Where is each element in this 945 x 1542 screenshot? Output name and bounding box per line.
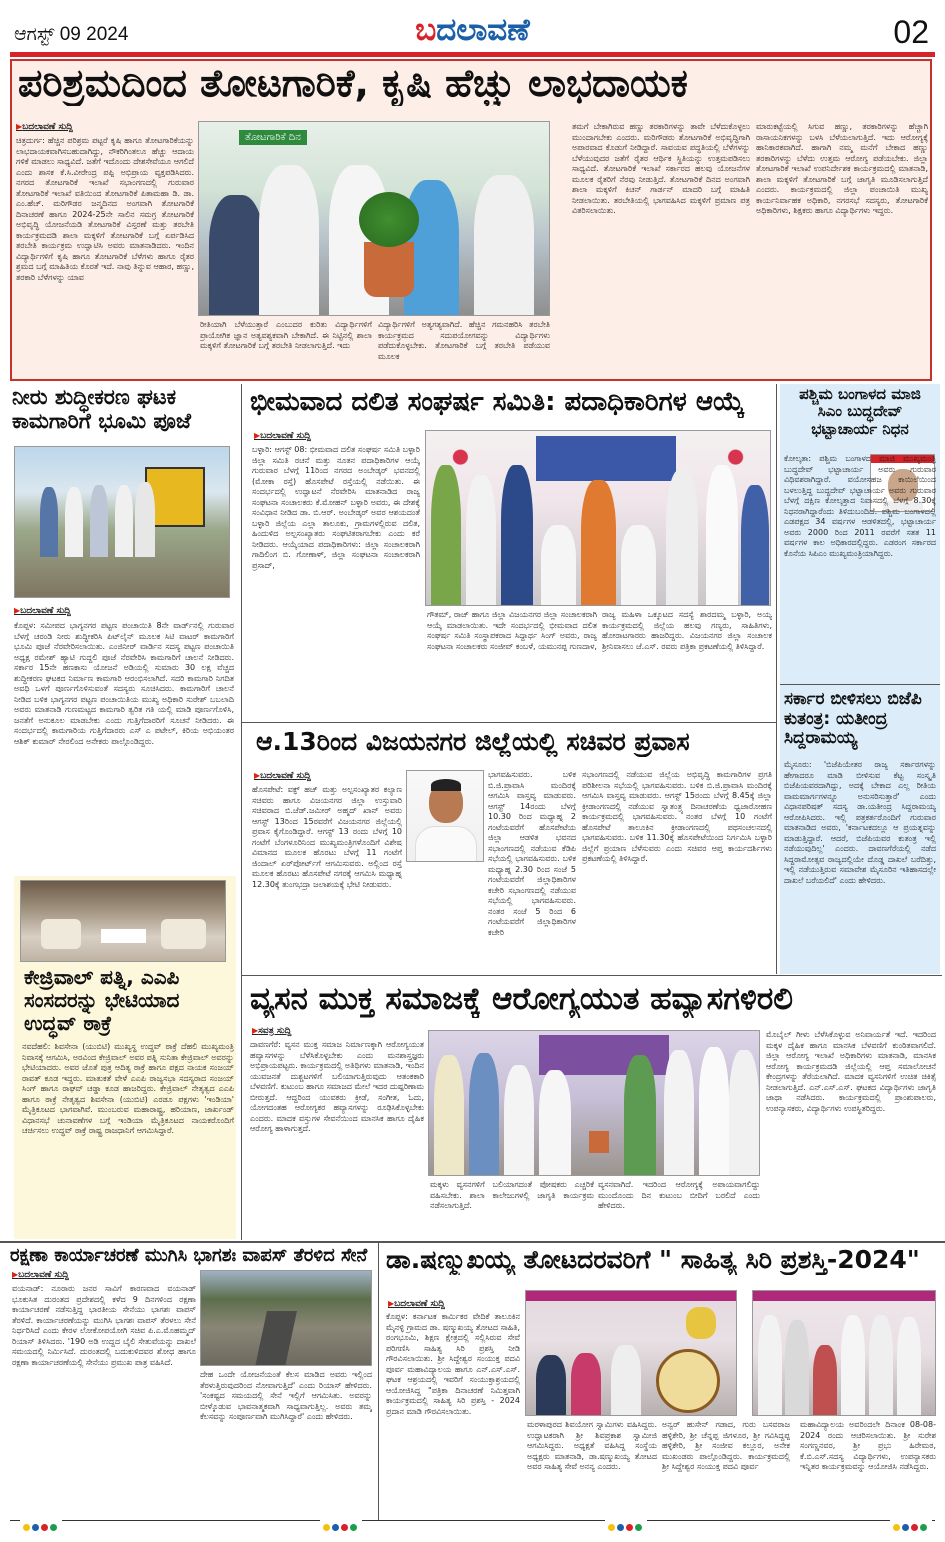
article-column: ಮಾರುಕಟ್ಟೆಯಲ್ಲಿ ಸಿಗುವ ಹಣ್ಣು, ತರಕಾರಿಗಳನ್ನು ಹೆಚ್ಚಾಗಿ ರಾಸಾಯನಿಕಗಳನ್ನು ಬಳಸಿ ಬೆಳೆಯಲಾಗುತ್ತಿದೆ. ಇದು ಆರೋಗ್ಯಕ್ಕೆ ಹಾನಿಕಾರಕವಾಗಿದೆ. ಹಾಗಾಗಿ ನಮ್ಮ ಮನೆಗೆ ಬೇಕಾದ ಹಣ್ಣು ತರಕಾರಿಗಳನ್ನು ಬೆಳೆದು ಉತ್ತಮ ಆರೋಗ್ಯ ಪಡೆಯಬೇಕು. ಜಿಲ್ಲಾ ತೋಟಗಾರಿಕೆ ಇಲಾಖೆ ಉಪನಿರ್ದೇಶಕ ಕಾರ್ಯಕ್ರಮದಲ್ಲಿ ಮಾತನಾಡಿ, ಶಾಲಾ ಮಕ್ಕಳಿಗೆ ತೋಟಗಾರಿಕೆ ಬಗ್ಗೆ ಜಾಗೃತಿ ಮೂಡಿಸಲಾಗುತ್ತಿದೆ ಎಂದರು. ಕಾರ್ಯಕ್ರಮದಲ್ಲಿ ಜಿಲ್ಲಾ ಪಂಚಾಯಿತಿ ಮುಖ್ಯ ಕಾರ್ಯನಿರ್ವಾಹಕ ಅಧಿಕಾರಿ, ನಗರಸಭೆ ಸದಸ್ಯರು, ತೋಟಗಾರಿಕೆ ಅಧಿಕಾರಿಗಳು, ಶಿಕ್ಷಕರು ಹಾಗೂ ವಿದ್ಯಾರ್ಥಿಗಳು ಇದ್ದರು.	[756, 122, 928, 215]
article-column: ಚಿತ್ರದುರ್ಗ: ಹೆಚ್ಚಿನ ಪರಿಶ್ರಮ ಪಟ್ಟರೆ ಕೃಷಿ ಹಾಗೂ ತೋಟಗಾರಿಕೆಯನ್ನು ಲಾಭದಾಯಕವಾಗಿಸಬಹುದಾಗಿದ್ದು, ನೌಕರಿಗಿಂತಲೂ ಹೆಚ್ಚು ಆದಾಯ ಗಳಿಕೆ ಮಾಡಲು ಸಾಧ್ಯವಿದೆ. ಜತೆಗೆ ಇದೊಂದು ದೇಶಸೇವೆಯೂ ಆಗಲಿದೆ ಎಂದು ಶಾಸಕ ಕೆ.ಸಿ.ವೀರೇಂದ್ರ ಪಪ್ಪಿ ಅಭಿಪ್ರಾಯ ವ್ಯಕ್ತಪಡಿಸಿದರು. ನಗರದ ತೋಟಗಾರಿಕೆ ಇಲಾಖೆ ಸಭಾಂಗಣದಲ್ಲಿ ಗುರುವಾರ ತೋಟಗಾರಿಕೆ ಇಲಾಖೆ ವತಿಯಿಂದ ತೋಟಗಾರಿಕೆ ಪಿತಾಮಹಾ ಡಿ. ಡಾ. ಎಂ.ಹೆಚ್. ಮರಿಗೌಡರ ಜನ್ಮದಿನದ ಅಂಗವಾಗಿ ತೋಟಗಾರಿಕೆ ದಿನಾಚರಣೆ ಹಾಗೂ 2024-25ನೇ ಸಾಲಿನ ಸಮಗ್ರ ತೋಟಗಾರಿಕೆ ಅಭಿವೃದ್ಧಿ ಯೋಜನೆಯಡಿ ತೋಟಗಾರಿಕೆ ವಿಸ್ತರಣೆ ಮತ್ತು ತರಬೇತಿ ಕಾರ್ಯಕ್ರಮದಡಿ ಶಾಲಾ ಮಕ್ಕಳಿಗೆ ತೋಟಗಾರಿಕೆ ಬಗ್ಗೆ ಏರ್ಪಡಿಸಿದ ತರಬೇತಿ ಕಾರ್ಯಕ್ರಮ ಉದ್ಘಾಟಿಸಿ ಅವರು ಮಾತನಾಡಿದರು. ಇಂದಿನ ವಿದ್ಯಾರ್ಥಿಗಳಿಗೆ ಕೃಷಿ ಹಾಗೂ ತೋಟಗಾರಿಕೆ ಬೆಳೆಗಳು ಹಾಗೂ ರೈತರ ಶ್ರಮದ ಬಗ್ಗೆ ಮಾಹಿತಿಯ ಕೊರತೆ ಇದೆ. ನಾವು ತಿನ್ನುವ ಆಹಾರ, ಹಣ್ಣು, ತರಕಾರಿ ಬೆಳೆಗಳನ್ನು ಯಾವ	[16, 136, 194, 282]
issue-date: ಆಗಸ್ಟ್ 09 2024	[14, 24, 129, 45]
footer-dot-group	[605, 1516, 647, 1535]
article-column: ಗೌತಮ್, ರಾಜ್ ಹಾಗೂ ಜಿಲ್ಲಾ ವಿಜಯನಗರ ಜಿಲ್ಲಾ ಸಂಚಾಲಕರಾಗಿ ಆಯ್ಕೆ ಮಾಡಲಾಯಿತು. ಇದೇ ಸಂದರ್ಭದಲ್ಲಿ ಭೀಮವಾದ ದಲಿತ ಸಂಘರ್ಷ ಸಮಿತಿ ಸಂಸ್ಥಾಪಕರಾದ ಸಿದ್ದಾರ್ಥ ಸಿಂಗ್ ಅವರು, ರಾಜ್ಯ ಸಂಘಟನಾ ಸಂಚಾಲಕರು ಸಂಜೀವ್ ಕಂಬಳೆ, ಯಮುನಪ್ಪ ಗುಣದಾಳ,	[427, 610, 597, 651]
footer-dot-group	[320, 1516, 362, 1535]
article-column: ಬಳ್ಳಾರಿ: ಆಗಸ್ಟ್ 08: ಭೀಮವಾದ ದಲಿತ ಸಂಘರ್ಷ ಸಮಿತಿ ಬಳ್ಳಾರಿ ಜಿಲ್ಲಾ ಸಮಿತಿ ರಚನೆ ಮತ್ತು ನೂತನ ಪದಾಧಿಕಾರಿಗಳ ಆಯ್ಕೆ ಗುರುವಾರ ಬೆಳಗ್ಗೆ 11ರಿಂದ ನಗರದ ಅಂಬೇಡ್ಕರ್ ಭವನದಲ್ಲಿ (ಮೋಕಾ ರಸ್ತೆ) ಹೊಸಪೇಟೆ ರಸ್ತೆಯಲ್ಲಿ ನಡೆಯಿತು. ಈ ಸಂದರ್ಭದಲ್ಲಿ ಉದ್ಘಾಟನೆ ನೆರವೇರಿಸಿ ಮಾತನಾಡಿದ ರಾಜ್ಯ ಸಂಘಟನಾ ಸಂಚಾಲಕರು ಕೆ.ಮೋಹನ್ ಬಳ್ಳಾರಿ ಅವರು, ಈ ದೇಶಕ್ಕೆ ಸಂವಿಧಾನ ನೀಡಿದ ಡಾ. ಬಿ.ಆರ್. ಅಂಬೇಡ್ಕರ್ ಅವರ ಆಶಯದಂತೆ ಬಳ್ಳಾರಿ ಜಿಲ್ಲೆಯ ಎಲ್ಲಾ ತಾಲೂಕು, ಗ್ರಾಮಗಳಲ್ಲಿರುವ ದಲಿತ, ಹಿಂದುಳಿದ ಅಲ್ಪಸಂಖ್ಯಾತರು ಸಂಘಟಿತರಾಗಬೇಕು ಎಂದು ಕರೆ ನೀಡಿದರು. ಆಯ್ಕೆಯಾದ ಪದಾಧಿಕಾರಿಗಳು: ಜಿಲ್ಲಾ ಸಂಚಾಲಕರಾಗಿ ಗಾದಿಲಿಂಗ ಬಿ. ಗೋಣಾಳ್, ಜಿಲ್ಲಾ ಸಂಘಟನಾ ಸಂಚಾಲಕರಾಗಿ ಪ್ರಸಾದ್,	[252, 445, 420, 570]
article-column: ರಾಜ್ಯ ಮಹಿಳಾ ಒಕ್ಕೂಟದ ಸದಸ್ಯೆ ಶಾರದಮ್ಮ ಬಳ್ಳಾರಿ, ಅಯ್ಯ ಕಾರ್ಯಕ್ರಮದಲ್ಲಿ ಜಿಲ್ಲೆಯ ಹಲವು ಗಣ್ಯರು, ಸಾಹಿತಿಗಳು, ಹೋರಾಟಗಾರರು ಹಾಜರಿದ್ದರು. ವಿಜಯನಗರ ಜಿಲ್ಲಾ ಸಂಚಾಲಕ ಶ್ರೀನಿವಾಸಲು ಜೆ.ಎಸ್. ರವರು ಪತ್ರಿಕಾ ಪ್ರಕಟಣೆಯಲ್ಲಿ ತಿಳಿಸಿದ್ದಾರೆ.	[602, 610, 772, 651]
headline-army-returns: ರಕ್ಷಣಾ ಕಾರ್ಯಾಚರಣೆ ಮುಗಿಸಿ ಭಾಗಶಃ ವಾಪಸ್ ತೆರಳಿದ ಸೇನೆ	[10, 1246, 368, 1266]
footer-dot	[626, 1524, 633, 1531]
article-column: ವಯನಾಡ್: ನೂರಾರು ಜನರ ಸಾವಿಗೆ ಕಾರಣವಾದ ವಯನಾಡ್ ಭೂಕುಸಿತ ದುರಂತದ ಪ್ರದೇಶದಲ್ಲಿ ಕಳೆದ 9 ದಿನಗಳಿಂದ ರಕ್ಷಣಾ ಕಾರ್ಯಾಚರಣೆ ನಡೆಸುತ್ತಿದ್ದ ಭಾರತೀಯ ಸೇನೆಯು ಭಾಗಶಃ ವಾಪಸ್ ತೆರಳಿದೆ. ಕಾರ್ಯಾಚರಣೆಯನ್ನು ಮುಗಿಸಿ ಭಾಗಶಃ ವಾಪಸ್ ತೆರಳಲು ಸೇನೆ ನಿರ್ಧರಿಸಿದೆ ಎಂದು ಕೇರಳ ಲೋಕೋಪಯೋಗಿ ಸಚಿವ ಪಿ.ಎ.ಮೊಹಮ್ಮದ್ ರಿಯಾಸ್ ತಿಳಿಸಿದರು. '190 ಅಡಿ ಉದ್ದದ ಬೈಲಿ ಸೇತುವೆಯನ್ನು ದಾಖಲೆ ಸಮಯದಲ್ಲಿ ನಿರ್ಮಿಸಿದೆ. ದುರಂತದಲ್ಲಿ ಬದುಕುಳಿದವರ ಶೋಧ ಹಾಗೂ ರಕ್ಷಣಾ ಕಾರ್ಯಾಚರಣೆಯಲ್ಲಿ ಸೇನೆಯು ಪ್ರಮುಖ ಪಾತ್ರ ವಹಿಸಿದೆ.	[12, 1284, 196, 1367]
footer-dot	[617, 1524, 624, 1531]
row-divider	[242, 722, 776, 723]
masthead-first-letter: ಬ	[415, 12, 437, 48]
bridge	[255, 1311, 297, 1366]
footer-dot	[323, 1524, 330, 1531]
article-column: ದೇಹ ಒಂದೇ ಯೋಜನೆಯಂತೆ ಕೆಲಸ ಮಾಡಿದ ಅವರು ಇಲ್ಲಿಂದ ತೆರಳುತ್ತಿರುವುದರಿಂದ ನೋವಾಗುತ್ತಿದೆ' ಎಂದು ರಿಯಾಸ್ ಹೇಳಿದರು. 'ಸಂಕಷ್ಟದ ಸಮಯದಲ್ಲಿ ಸೇನೆ ಇಲ್ಲಿಗೆ ಆಗಮಿಸಿತು. ಅವರನ್ನು ಬೀಳ್ಕೊಡುವ ಭಾವನಾತ್ಮಕವಾಗಿ ಸಾಧ್ಯವಾಗುತ್ತಿಲ್ಲ. ಅವರು ತಮ್ಮ ಕೆಲಸವನ್ನು ಸಂಪೂರ್ಣವಾಗಿ ಮುಗಿಸಿದ್ದಾರೆ' ಎಂದು ಹೇಳಿದರು.	[200, 1370, 372, 1421]
headline-addiction-free: ವ್ಯಸನ ಮುಕ್ತ ಸಮಾಜಕ್ಕೆ ಆರೋಗ್ಯಯುತ ಹವ್ಯಾಸಗಳಿರಲಿ	[250, 982, 794, 1017]
column-divider	[776, 384, 777, 974]
article-column: ಅನ್ವರ್ ಹುಸೇನ್ ಗಡಾದ, ಗುರು ಬಸವರಾಜ ಹಳ್ಳಿಕೇರಿ, ಶ್ರೀ ಚೆನ್ನಪ್ಪ ಜಿಗಳೂರ, ಶ್ರೀ ಗವಿಸಿದ್ದಪ್ಪ ಹಳ್ಳಿಕೇರಿ, ಶ್ರೀ ಸಂಜೀವ ಕಲ್ಲೂರ, ಅನೇಕ ಮುಖಂಡರು ಪಾಲ್ಗೊಂಡಿದ್ದರು. ಕಾರ್ಯಕ್ರಮದಲ್ಲಿ ಶ್ರೀ ಸಿದ್ದೇಶ್ವರ ಸಂಯುಕ್ತ ಪದವಿ ಪೂರ್ವ	[662, 1420, 790, 1471]
footer-dots	[0, 1516, 945, 1526]
potted-plant	[364, 242, 414, 297]
row-divider	[780, 684, 940, 685]
byline: ▶ ಬದಲಾವಣೆ ಸುದ್ದಿ	[254, 771, 311, 781]
footer-dot	[911, 1524, 918, 1531]
article-column: ಮೊಬೈಲ್ ಗೀಳು ಬೆಳೆಸಿಕೊಳ್ಳುವ ಅನಿವಾರ್ಯತೆ ಇದೆ. ಇದರಿಂದ ಮಕ್ಕಳ ದೈಹಿಕ ಹಾಗೂ ಮಾನಸಿಕ ಬೆಳವಣಿಗೆ ಕುಂಠಿತವಾಗಲಿದೆ. ಜಿಲ್ಲಾ ಆರೋಗ್ಯ ಇಲಾಖೆ ಅಧಿಕಾರಿಗಳು ಮಾತನಾಡಿ, ಮಾನಸಿಕ ಆರೋಗ್ಯ ಕಾರ್ಯಕ್ರಮದಡಿ ಜಿಲ್ಲೆಯಲ್ಲಿ ಆಪ್ತ ಸಮಾಲೋಚನೆ ಕೇಂದ್ರಗಳನ್ನು ತೆರೆಯಲಾಗಿದೆ. ಮಾದಕ ವ್ಯಸನಿಗಳಿಗೆ ಉಚಿತ ಚಿಕಿತ್ಸೆ ನೀಡಲಾಗುತ್ತಿದೆ. ಎನ್.ಎಸ್.ಎಸ್. ಘಟಕದ ವಿದ್ಯಾರ್ಥಿಗಳು ಜಾಗೃತಿ ಜಾಥಾ ನಡೆಸಿದರು. ಕಾರ್ಯಕ್ರಮದಲ್ಲಿ ಪ್ರಾಂಶುಪಾಲರು, ಉಪನ್ಯಾಸಕರು, ವಿದ್ಯಾರ್ಥಿಗಳು ಉಪಸ್ಥಿತರಿದ್ದರು.	[766, 1030, 936, 1113]
footer-dot	[902, 1524, 909, 1531]
byline: ▶ ಸವತ್ರ ಸುದ್ದಿ	[252, 1026, 291, 1036]
photo-thackeray-meeting	[20, 880, 226, 962]
headline-sahitya-award: ಡಾ.ಷಣ್ಮುಖಯ್ಯ ತೋಟದರವರಿಗೆ " ಸಾಹಿತ್ಯ ಸಿರಿ ಪ್ರಶಸ್ತಿ-2024"	[386, 1246, 920, 1274]
article-column: ಸಭಾಂಗಣದಲ್ಲಿ ನಡೆಯುವ ಜಿಲ್ಲೆಯ ಅಭಿವೃದ್ಧಿ ಕಾಮಗಾರಿಗಳ ಪ್ರಗತಿ ಪರಿಶೀಲನಾ ಸಭೆಯಲ್ಲಿ ಭಾಗವಹಿಸುವರು. ಬಳಿಕ ಬಿ.ಜಿ.ಪ್ರಾವಾಸಿ ಮಂದಿರಕ್ಕೆ ಆಗಮಿಸಿ ವಾಸ್ತವ್ಯ ಮಾಡುವರು. ಆಗಸ್ಟ್ 15ರಂದು ಬೆಳಗ್ಗೆ 8.45ಕ್ಕೆ ಜಿಲ್ಲಾ ಕ್ರೀಡಾಂಗಣದಲ್ಲಿ ನಡೆಯುವ ಸ್ವಾತಂತ್ರ್ಯ ದಿನಾಚರಣೆಯ ಧ್ವಜಾರೋಹಣ ಕಾರ್ಯಕ್ರಮದಲ್ಲಿ ಭಾಗವಹಿಸುವರು. ನಂತರ ಬೆಳಗ್ಗೆ 10 ಗಂಟೆಗೆ ಹೊಸಪೇಟೆ ತಾಲೂಕಿನ ಕ್ರೀಡಾಂಗಣದಲ್ಲಿ ಪಥಸಂಚಲನದಲ್ಲಿ ಭಾಗವಹಿಸುವರು. ಬಳಿಕ 11.30ಕ್ಕೆ ಹೊಸಪೇಟೆಯಿಂದ ನಿರ್ಗಮಿಸಿ ಬಳ್ಳಾರಿ ಜಿಲ್ಲೆಗೆ ಪ್ರಯಾಣ ಬೆಳೆಸುವರು ಎಂದು ಸಚಿವರ ಆಪ್ತ ಕಾರ್ಯದರ್ಶಿಗಳು ಪ್ರಕಟಣೆಯಲ್ಲಿ ತಿಳಿಸಿದ್ದಾರೆ.	[582, 770, 772, 863]
photo-bhoomi-pooja	[14, 446, 230, 598]
photo-horticulture-event	[198, 121, 550, 316]
article-column: ಭಾಗವಹಿಸುವರು. ಬಳಿಕ ಬಿ.ಜಿ.ಪ್ರಾವಾಸಿ ಮಂದಿರಕ್ಕೆ ಆಗಮಿಸಿ ವಾಸ್ತವ್ಯ ಮಾಡುವರು. ಆಗಸ್ಟ್ 14ರಂದು ಬೆಳಗ್ಗೆ 10.30 ರಿಂದ ಮಧ್ಯಾಹ್ನ 2 ಗಂಟೆಯವರೆಗೆ ಹೊಸಪೇಟೆಯ ಜಿಲ್ಲಾ ಆಡಳಿತ ಭವನದ ಸಭಾಂಗಣದಲ್ಲಿ ನಡೆಯುವ ಕೆಡಿಪಿ ಸಭೆಯಲ್ಲಿ ಭಾಗವಹಿಸುವರು. ಬಳಿಕ ಮಧ್ಯಾಹ್ನ 2.30 ರಿಂದ ಸಂಜೆ 5 ಗಂಟೆಯವರೆಗೆ ಜಿಲ್ಲಾಧಿಕಾರಿಗಳ ಕಚೇರಿ ಸಭಾಂಗಣದಲ್ಲಿ ನಡೆಯುವ ಸಭೆಯಲ್ಲಿ ಭಾಗವಹಿಸುವರು. ನಂತರ ಸಂಜೆ 5 ರಿಂದ 6 ಗಂಟೆಯವರೆಗೆ ಜಿಲ್ಲಾಧಿಕಾರಿಗಳ ಕಚೇರಿ	[488, 770, 576, 937]
award-emblem	[656, 1349, 720, 1413]
masthead	[0, 12, 945, 49]
byline: ▶ ಬದಲಾವಣೆ ಸುದ್ದಿ	[388, 1299, 445, 1309]
headline-dalit-samiti: ಭೀಮವಾದ ದಲಿತ ಸಂಘರ್ಷ ಸಮಿತಿ: ಪದಾಧಿಕಾರಿಗಳ ಆಯ್ಕೆ	[250, 388, 745, 417]
article-column: ವಿದ್ಯಾರ್ಥಿಗಳಿಗೆ ಅತ್ಯಗತ್ಯವಾಗಿದೆ. ಹೆಚ್ಚಿನ ಗಮನಹರಿಸಿ ತರಬೇತಿ ಕಾರ್ಯಕ್ರಮದ ಸದುಪಯೋಗವನ್ನು ವಿದ್ಯಾರ್ಥಿಗಳು ಪಡೆದುಕೊಳ್ಳಬೇಕು. ತೋಟಗಾರಿಕೆ ಬಗ್ಗೆ ತರಬೇತಿ ಪಡೆಯುವ ಮೂಲಕ	[378, 320, 550, 361]
photo-wayanad-bridge	[200, 1270, 372, 1366]
article-column: ಹೊಸಪೇಟೆ: ವಕ್ಫ್ ಹಜ್ ಮತ್ತು ಅಲ್ಪಸಂಖ್ಯಾತರ ಕಲ್ಯಾಣ ಸಚಿವರು ಹಾಗೂ ವಿಜಯನಗರ ಜಿಲ್ಲಾ ಉಸ್ತುವಾರಿ ಸಚಿವರಾದ ಬಿ.ಜೆಡ್.ಜಮೀರ್ ಅಹ್ಮದ್ ಖಾನ್ ಅವರು ಆಗಸ್ಟ್ 13ರಿಂದ 15ರವರೆಗೆ ವಿಜಯನಗರ ಜಿಲ್ಲೆಯಲ್ಲಿ ಪ್ರವಾಸ ಕೈಗೊಂಡಿದ್ದಾರೆ. ಆಗಸ್ಟ್ 13 ರಂದು ಬೆಳಗ್ಗೆ 10 ಗಂಟೆಗೆ ಬೆಂಗಳೂರಿನಿಂದ ಮುಖ್ಯಮಂತ್ರಿಗಳೊಂದಿಗೆ ವಿಶೇಷ ವಿಮಾನದ ಮೂಲಕ ಹೊರಟು ಬೆಳಗ್ಗೆ 11 ಗಂಟೆಗೆ ಜಿಂದಾಲ್ ಏರ್‌ಪೋರ್ಟ್‌ಗೆ ಆಗಮಿಸುವರು. ಅಲ್ಲಿಂದ ರಸ್ತೆ ಮೂಲಕ ಹೊರಟು ಹೊಸಪೇಟೆ ನಗರಕ್ಕೆ ಆಗಮಿಸಿ ಮಧ್ಯಾಹ್ನ 12.30ಕ್ಕೆ ತುಂಗಭದ್ರಾ ಜಲಾಶಯಕ್ಕೆ ಭೇಟಿ ನೀಡುವರು.	[252, 785, 402, 889]
footer-dot	[23, 1524, 30, 1531]
page-number: 02	[893, 14, 929, 50]
article-column: ತಮಗೆ ಬೇಕಾಗಿರುವ ಹಣ್ಣು ತರಕಾರಿಗಳನ್ನು ತಾವೇ ಬೆಳೆದುಕೊಳ್ಳಲು ಮುಂದಾಗಬೇಕು ಎಂದರು. ಮರಿಗೌಡರು ತೋಟಗಾರಿಕೆ ಅಭಿವೃದ್ಧಿಗಾಗಿ ಅಪಾರವಾದ ಕೊಡುಗೆ ನೀಡಿದ್ದಾರೆ. ಸಾವಯವ ಪದ್ಧತಿಯಲ್ಲಿ ಬೆಳೆಗಳನ್ನು ಬೆಳೆಯುವುದರ ಜತೆಗೆ ರೈತರ ಆರ್ಥಿಕ ಸ್ಥಿತಿಯನ್ನು ಉತ್ತಮಪಡಿಸಲು ಸಾಧ್ಯವಿದೆ. ತೋಟಗಾರಿಕೆ ಇಲಾಖೆ ಸರ್ಕಾರದ ಹಲವು ಯೋಜನೆಗಳ ಮೂಲಕ ರೈತರಿಗೆ ನೆರವು ನೀಡುತ್ತಿದೆ. ತೋಟಗಾರಿಕೆ ದಿನದ ಅಂಗವಾಗಿ ಶಾಲಾ ಮಕ್ಕಳಿಗೆ ಕಿಚನ್ ಗಾರ್ಡನ್ ಮಾದರಿ ಬಗ್ಗೆ ಮಾಹಿತಿ ನೀಡಲಾಯಿತು. ತರಬೇತಿಯಲ್ಲಿ ಭಾಗವಹಿಸಿದ ಮಕ್ಕಳಿಗೆ ಪ್ರಮಾಣ ಪತ್ರ ವಿತರಿಸಲಾಯಿತು.	[572, 122, 750, 215]
lead-headline: ಪರಿಶ್ರಮದಿಂದ ತೋಟಗಾರಿಕೆ, ಕೃಷಿ ಹೆಚ್ಚು ಲಾಭದಾಯಕ	[18, 62, 688, 105]
byline: ▶ ಬದಲಾವಣೆ ಸುದ್ದಿ	[16, 122, 73, 132]
footer-dot	[332, 1524, 339, 1531]
article-body: ಕೊಪ್ಪಳ: ಸಮೀಪದ ಭಾಗ್ಯನಗರ ಪಟ್ಟಣ ಪಂಚಾಯಿತಿ 8ನೇ ವಾರ್ಡ್‌ನಲ್ಲಿ ಗುರುವಾರ ಬೆಳಗ್ಗೆ ಚರಂಡಿ ನೀರು ಶುದ್ಧೀಕರಿಸಿ ಪಿಟ್‌ಲೈನ್ ಮೂಲಕ ಸಿಟಿ ವಾಟರ್ ಕಾಮಗಾರಿಗೆ ಭೂಮಿ ಪೂಜೆ ನೆರವೇರಿಸಲಾಯಿತು. ಎಂಜಿನೀರ್ ವಾರ್ಡಿನ ಸದಸ್ಯ ಪಟ್ಟಣ ಪಂಚಾಯಿತಿ ಅಧ್ಯಕ್ಷ ರಮೇಶ್ ಹ್ಯಾಟಿ ಗುದ್ದಲಿ ಪೂಜೆ ನೆರವೇರಿಸಿ ಕಾಮಗಾರಿಗೆ ಚಾಲನೆ ನೀಡಿದರು. ಸರ್ಕಾರ 15ನೇ ಹಣಕಾಸು ಯೋಜನೆ ಅಡಿಯಲ್ಲಿ ಸುಮಾರು 30 ಲಕ್ಷ ವೆಚ್ಚದ ಶುದ್ಧೀಕರಣ ಘಟಕದ ನಿರ್ಮಾಣ ಕಾಮಗಾರಿ ಆರಂಭಿಸಲಾಗಿದೆ. ಸದರಿ ಕಾಮಗಾರಿ ನಿಗದಿತ ಅವಧಿ ಒಳಗೆ ಪೂರ್ಣಗೊಳಿಸುವಂತೆ ಸದಸ್ಯರು ಸೂಚಿಸಿದರು. ಕಾಮಗಾರಿಗೆ ಚಾಲನೆ ನೀಡಿದ ಬಳಿಕ ಭಾಗ್ಯನಗರ ಪಟ್ಟಣ ಪಂಚಾಯಿತಿಯ ಮುಖ್ಯ ಅಧಿಕಾರಿ ಸುರೇಶ್ ಬಬಲಾದಿ ಅವರು ಮಾತನಾಡಿ ಗುಣಮಟ್ಟದ ಕಾಮಗಾರಿ ತ್ವರಿತ ಗತಿ ಯಲ್ಲಿ ಮಾಡಿ ಪೂರ್ಣಗೊಳಿಸಿ, ಜನತೆಗೆ ಅನುಕೂಲ ಮಾಡಬೇಕು ಎಂದು ಗುತ್ತಿಗೆದಾರರಿಗೆ ಸೂಚನೆ ನೀಡಿದರು. ಈ ಸಂದರ್ಭದಲ್ಲಿ ಕಾಮಗಾರಿಯ ಗುತ್ತಿಗೆದಾರರು ಎಸ್ ಎ ಪಟೇಲ್, ಕಿರಿಯ ಅಭಿಯಂತರ ಆಶಿಕ್ ಕುಮಾರ್ ನೇರಲಿಂದ ಅನೇಕರು ಪಾಲ್ಗೊಂಡಿದ್ದರು.	[14, 621, 234, 746]
photo-award-ceremony	[525, 1290, 737, 1416]
byline: ▶ ಬದಲಾವಣೆ ಸುದ್ದಿ	[12, 1270, 69, 1280]
article-body: ಮೈಸೂರು: 'ಬಿಜೆಪಿಯೇತರ ರಾಜ್ಯ ಸರ್ಕಾರಗಳನ್ನು ಹೇಗಾದರೂ ಮಾಡಿ ಬೀಳಿಸುವ ಕೆಟ್ಟ ಸಂಸ್ಕೃತಿ ಬಿಜೆಪಿಯವರದಾಗಿದ್ದು, ಅದಕ್ಕೆ ಬೇಕಾದ ಎಲ್ಲ ರೀತಿಯ ವಾಮಮಾರ್ಗಗಳನ್ನೂ ಅನುಸರಿಸುತ್ತಾರೆ' ಎಂದು ವಿಧಾನಪರಿಷತ್ ಸದಸ್ಯ ಡಾ.ಯತೀಂದ್ರ ಸಿದ್ದರಾಮಯ್ಯ ಆರೋಪಿಸಿದರು. ಇಲ್ಲಿ ಪತ್ರಕರ್ತರೊಂದಿಗೆ ಗುರುವಾರ ಮಾತನಾಡಿದ ಅವರು, 'ಕರ್ನಾಟಕದಲ್ಲೂ ಆ ಪ್ರಯತ್ನವನ್ನು ಮಾಡುತ್ತಿದ್ದಾರೆ. ಆದರೆ, ಬಿಜೆಪಿಯವರ ಕುತಂತ್ರ ಇಲ್ಲಿ ನಡೆಯುವುದಿಲ್ಲ' ಎಂದರು. ದಾವಣಗೆರೆಯಲ್ಲಿ ನಡೆದ ಸಿದ್ದರಾಮೋತ್ಸವ ರಾಜ್ಯದಲ್ಲಿಯೇ ದೊಡ್ಡ ದಾಖಲೆ ಬರೆದಿತ್ತು, ಇಲ್ಲಿ ನಡೆಯುತ್ತಿರುವ ಸಮಾವೇಶ ಮೈಸೂರಿನ ಇತಿಹಾಸದಲ್ಲೇ ದಾಖಲೆ ಬರೆಯಲಿದೆ' ಎಂದು ಹೇಳಿದರು.	[784, 760, 936, 885]
footer-dot	[32, 1524, 39, 1531]
footer-dot	[635, 1524, 642, 1531]
stage-banner	[536, 436, 676, 481]
footer-dot	[341, 1524, 348, 1531]
article-column: ಮರಳಾಪುರದ ಶಿವಯೋಗ ಸ್ವಾಮಿಗಳು ವಹಿಸಿದ್ದರು. ಉದ್ಘಾಟಕರಾಗಿ ಶ್ರೀ ಶಿವಪ್ರಕಾಶ ಸ್ವಾಮೀಜಿ ಆಗಮಿಸಿದ್ದರು. ಅಧ್ಯಕ್ಷತೆ ವಹಿಸಿದ್ದ ಸಂಸ್ಥೆಯ ಅಧ್ಯಕ್ಷರು ಮಾತನಾಡಿ, ಡಾ.ಷಣ್ಮುಖಯ್ಯ ತೋಟದ ಅವರ ಸಾಹಿತ್ಯ ಸೇವೆ ಅನನ್ಯ ಎಂದರು.	[527, 1420, 657, 1471]
article-body: ಕೋಲ್ಕತಾ: ಪಶ್ಚಿಮ ಬಂಗಾಳದ ಮಾಜಿ ಮುಖ್ಯಮಂತ್ರಿ ಬುದ್ಧದೇವ್ ಭಟ್ಟಾಚಾರ್ಯ ಅವರು ಗುರುವಾರ ವಿಧಿವಶರಾಗಿದ್ದಾರೆ. ವಯೋಸಹಜ ಕಾಯಿಲೆಯಿಂದ ಬಳಲುತ್ತಿದ್ದ ಬುದ್ಧದೇವ್ ಭಟ್ಟಾಚಾರ್ಯ ಅವರು ಗುರುವಾರ ಬೆಳಗ್ಗೆ ದಕ್ಷಿಣ ಕೋಲ್ಕತ್ತಾದ ನಿವಾಸದಲ್ಲಿ ಬೆಳಗ್ಗೆ 8.30ಕ್ಕೆ ನಿಧನರಾಗಿದ್ದಾರೆಂದು ತಿಳಿದುಬಂದಿದೆ. ಪಶ್ಚಿಮ ಬಂಗಾಳದಲ್ಲಿ ಎಡಪಕ್ಷದ 34 ವರ್ಷಗಳ ಆಡಳಿತದಲ್ಲಿ, ಭಟ್ಟಾಚಾರ್ಯ ಅವರು 2000 ರಿಂದ 2011 ರವರೆಗೆ ಸತತ 11 ವರ್ಷಗಳ ಕಾಲ ಅಧಿಕಾರದಲ್ಲಿದ್ದರು. ಎಡರಂಗ ಸರ್ಕಾರದ ಕೊನೆಯ ಸಿಪಿಎಂ ಮುಖ್ಯಮಂತ್ರಿಯಾಗಿದ್ದರು.	[784, 454, 936, 558]
byline: ▶ ಬದಲಾವಣೆ ಸುದ್ದಿ	[254, 431, 311, 441]
footer-dot	[893, 1524, 900, 1531]
photo-award-group	[752, 1290, 936, 1416]
headline-thackeray: ಕೇಜ್ರಿವಾಲ್ ಪತ್ನಿ, ಎಎಪಿ ಸಂಸದರನ್ನು ಭೇಟಿಯಾದ ಉದ್ಧವ್ ಠಾಕ್ರೆ	[24, 965, 180, 1035]
photo-samiti-group	[425, 430, 771, 606]
footer-dot	[350, 1524, 357, 1531]
footer-dot	[608, 1524, 615, 1531]
article-column: ಮಹಾವಿದ್ಯಾಲಯ ಅವರಿಂದಲೇ ದಿನಾಂಕ 08-08-2024 ರಂದು ಆಚರಿಸಲಾಯಿತು. ಶ್ರೀ ಸುರೇಶ ಸಂಗಣ್ಣನವರ, ಶ್ರೀ ಪ್ರಭು ಹಿರೇಮಠ, ಕೆ.ಬಿ.ಎಸ್.ಸದಸ್ಯ ವಿದ್ಯಾರ್ಥಿಗಳು, ಉಪನ್ಯಾಸಕರು ಇನ್ನಿತರ ಕಾರ್ಯಕ್ರಮವನ್ನು ಆಯೋಜಿಸಿ ನಡೆಸಿದ್ದರು.	[800, 1420, 936, 1471]
column-divider	[241, 384, 242, 1240]
footer-dot	[50, 1524, 57, 1531]
row-divider	[242, 975, 942, 976]
article-column: ಮಕ್ಕಳು ವ್ಯಸನಗಳಿಗೆ ಬಲಿಯಾಗದಂತೆ ಪೋಷಕರು ಎಚ್ಚರಿಕೆ ವಹಿಸಬೇಕು. ಶಾಲಾ ಕಾಲೇಜುಗಳಲ್ಲಿ ಜಾಗೃತಿ ಕಾರ್ಯಕ್ರಮ ನಡೆಸಲಾಗುತ್ತಿದೆ.	[430, 1180, 594, 1210]
masthead-rest: ದಲಾವಣೆ	[436, 12, 530, 48]
headline-minister-tour: ಆ.13ರಿಂದ ವಿಜಯನಗರ ಜಿಲ್ಲೆಯಲ್ಲಿ ಸಚಿವರ ಪ್ರವಾಸ	[256, 728, 690, 756]
footer-dot	[920, 1524, 927, 1531]
potted-plant	[589, 1131, 609, 1153]
headline-buddhadeb: ಪಶ್ಚಿಮ ಬಂಗಾಳದ ಮಾಜಿ ಸಿಎಂ ಬುದ್ಧದೇವ್ ಭಟ್ಟಾಚಾರ್ಯ ನಿಧನ	[799, 385, 921, 438]
article-column: ರೀತಿಯಾಗಿ ಬೆಳೆಯುತ್ತಾರೆ ಎಂಬುದರ ಕುರಿತು ವಿದ್ಯಾರ್ಥಿಗಳಿಗೆ ಪ್ರಾಯೋಗಿಕ ಜ್ಞಾನ ಅತ್ಯವಶ್ಯಕವಾಗಿ ಬೇಕಾಗಿದೆ. ಈ ನಿಟ್ಟಿನಲ್ಲಿ ಶಾಲಾ ಮಕ್ಕಳಿಗೆ ತೋಟಗಾರಿಕೆ ಬಗ್ಗೆ ತರಬೇತಿ ನೀಡಲಾಗುತ್ತಿದೆ. ಇದು	[200, 320, 372, 350]
row-divider	[0, 1241, 945, 1243]
photo-awareness-event	[428, 1030, 760, 1176]
footer-dot	[41, 1524, 48, 1531]
header-rule	[10, 52, 935, 57]
column-divider	[378, 1243, 379, 1521]
article-column: ಕೊಪ್ಪಳ: ಕರ್ನಾಟಕ ಕಾರ್ಮಿಕರ ವೇದಿಕೆ ತಾಲೂಕಿನ ಮೈನಳ್ಳಿ ಗ್ರಾಮದ ಡಾ. ಷಣ್ಮುಖಯ್ಯ ತೋಟದ ಸಾಹಿತಿ, ರಂಗಭೂಮಿ, ಶಿಕ್ಷಣ ಕ್ಷೇತ್ರದಲ್ಲಿ ಸಲ್ಲಿಸಿರುವ ಸೇವೆ ಪರಿಗಣಿಸಿ ಸಾಹಿತ್ಯ ಸಿರಿ ಪ್ರಶಸ್ತಿ ನೀಡಿ ಗೌರವಿಸಲಾಯಿತು. ಶ್ರೀ ಸಿದ್ದೇಶ್ವರ ಸಂಯುಕ್ತ ಪದವಿ ಪೂರ್ವ ಮಹಾವಿದ್ಯಾಲಯ ಹಾಗೂ ಎನ್.ಎಸ್.ಎಸ್. ಘಟಕ ಆಶ್ರಯದಲ್ಲಿ ಇವರಿಗೆ ಸಂಯುಕ್ತಾಶ್ರಯದಲ್ಲಿ ಆಯೋಜಿಸಿದ್ದ "ಪತ್ರಿಕಾ ದಿನಾಚರಣೆ ನಿಮಿತ್ತವಾಗಿ ಕಾರ್ಯಕ್ರಮದಲ್ಲಿ ಸಾಹಿತ್ಯ ಸಿರಿ ಪ್ರಶಸ್ತಿ - 2024 ಪ್ರದಾನ ಮಾಡಿ ಗೌರವಿಸಲಾಯಿತು.	[386, 1312, 520, 1416]
article-column: ವ್ಯಸನವಾಗಿದೆ. ಇದರಿಂದ ಆರೋಗ್ಯಕ್ಕೆ ಅಪಾಯವಾಗಲಿದ್ದು ಮುಂದೊಂದು ದಿನ ಕುಟುಂಬ ಬೀದಿಗೆ ಬರಲಿದೆ ಎಂದು ಹೇಳಿದರು.	[598, 1180, 760, 1210]
byline: ▶ ಬದಲಾವಣೆ ಸುದ್ದಿ	[14, 606, 71, 616]
footer-dot-group	[20, 1516, 62, 1535]
article-column: ದಾವಣಗೆರೆ: ವ್ಯಸನ ಮುಕ್ತ ಸಮಾಜ ನಿರ್ಮಾಣಕ್ಕಾಗಿ ಆರೋಗ್ಯಯುತ ಹವ್ಯಾಸಗಳನ್ನು ಬೆಳೆಸಿಕೊಳ್ಳಬೇಕು ಎಂದು ಮನಶಾಸ್ತ್ರಜ್ಞರು ಅಭಿಪ್ರಾಯಪಟ್ಟರು. ಕಾರ್ಯಕ್ರಮದಲ್ಲಿ ಅತಿಥಿಗಳು ಮಾತನಾಡಿ, ಇಂದಿನ ಯುವಜನತೆ ದುಶ್ಚಟಗಳಿಗೆ ಬಲಿಯಾಗುತ್ತಿರುವುದು ಆತಂಕಕಾರಿ ಬೆಳವಣಿಗೆ. ಕುಟುಂಬ ಹಾಗೂ ಸಮಾಜದ ಮೇಲೆ ಇದರ ದುಷ್ಪರಿಣಾಮ ಬೀರುತ್ತದೆ. ಆದ್ದರಿಂದ ಯುವಕರು ಕ್ರೀಡೆ, ಸಂಗೀತ, ಓದು, ಯೋಗದಂತಹ ಆರೋಗ್ಯಕರ ಹವ್ಯಾಸಗಳನ್ನು ರೂಢಿಸಿಕೊಳ್ಳಬೇಕು ಎಂದರು. ಮಾದಕ ವಸ್ತುಗಳ ಸೇವನೆಯಿಂದ ಮಾನಸಿಕ ಹಾಗೂ ದೈಹಿಕ ಆರೋಗ್ಯ ಹಾಳಾಗುತ್ತದೆ.	[250, 1040, 424, 1133]
photo-banner: ತೋಟಗಾರಿಕೆ ದಿನ	[239, 130, 307, 145]
headline-water-plant: ನೀರು ಶುದ್ಧೀಕರಣ ಘಟಕ ಕಾಮಗಾರಿಗೆ ಭೂಮಿ ಪೂಜೆ	[12, 385, 191, 434]
footer-dot-group	[890, 1516, 932, 1535]
photo-minister-portrait	[406, 770, 484, 862]
headline-yathindra: ಸರ್ಕಾರ ಬೀಳಿಸಲು ಬಿಜೆಪಿ ಕುತಂತ್ರ: ಯತೀಂದ್ರ ಸಿದ್ದರಾಮಯ್ಯ	[784, 689, 922, 749]
article-body: ನವದೆಹಲಿ: ಶಿವಸೇನಾ (ಯುಬಿಟಿ) ಮುಖ್ಯಸ್ಥ ಉದ್ಧವ್ ಠಾಕ್ರೆ ದೆಹಲಿ ಮುಖ್ಯಮಂತ್ರಿ ನಿವಾಸಕ್ಕೆ ಆಗಮಿಸಿ, ಅರವಿಂದ ಕೇಜ್ರಿವಾಲ್ ಅವರ ಪತ್ನಿ ಸುನಿತಾ ಕೇಜ್ರಿವಾಲ್ ಅವರನ್ನು ಭೇಟಿಯಾದರು. ಅವರ ಜೊತೆ ಪುತ್ರ ಆದಿತ್ಯ ಠಾಕ್ರೆ ಹಾಗೂ ಪಕ್ಷದ ನಾಯಕ ಸಂಜಯ್ ರಾವತ್ ಕೂಡ ಇದ್ದರು. ಮಾತುಕತೆ ವೇಳೆ ಎಎಪಿ ರಾಜ್ಯಸಭಾ ಸದಸ್ಯರಾದ ಸಂಜಯ್ ಸಿಂಗ್ ಹಾಗೂ ರಾಘವ್ ಚಡ್ಡಾ ಕೂಡ ಹಾಜರಿದ್ದರು. ಕೇಜ್ರಿವಾಲ್ ನೇತೃತ್ವದ ಎಎಪಿ ಹಾಗೂ ಠಾಕ್ರೆ ನೇತೃತ್ವದ ಶಿವಸೇನಾ (ಯುಬಿಟಿ) ಎರಡೂ ಪಕ್ಷಗಳು 'ಇಂಡಿಯಾ' ಮೈತ್ರಿಕೂಟದ ಭಾಗವಾಗಿವೆ. ಮುಂಬರುವ ಮಹಾರಾಷ್ಟ್ರ, ಹರಿಯಾಣ, ಜಾರ್ಖಂಡ್ ವಿಧಾನಸಭೆ ಚುನಾವಣೆಗಳ ಬಗ್ಗೆ ಇಂಡಿಯಾ ಮೈತ್ರಿಕೂಟದ ನಾಯಕರೊಂದಿಗೆ ಚರ್ಚಿಸಲು ಉದ್ಧವ್ ಠಾಕ್ರೆ ರಾಷ್ಟ್ರ ರಾಜಧಾನಿಗೆ ಆಗಮಿಸಿದ್ದಾರೆ.	[22, 1042, 234, 1135]
